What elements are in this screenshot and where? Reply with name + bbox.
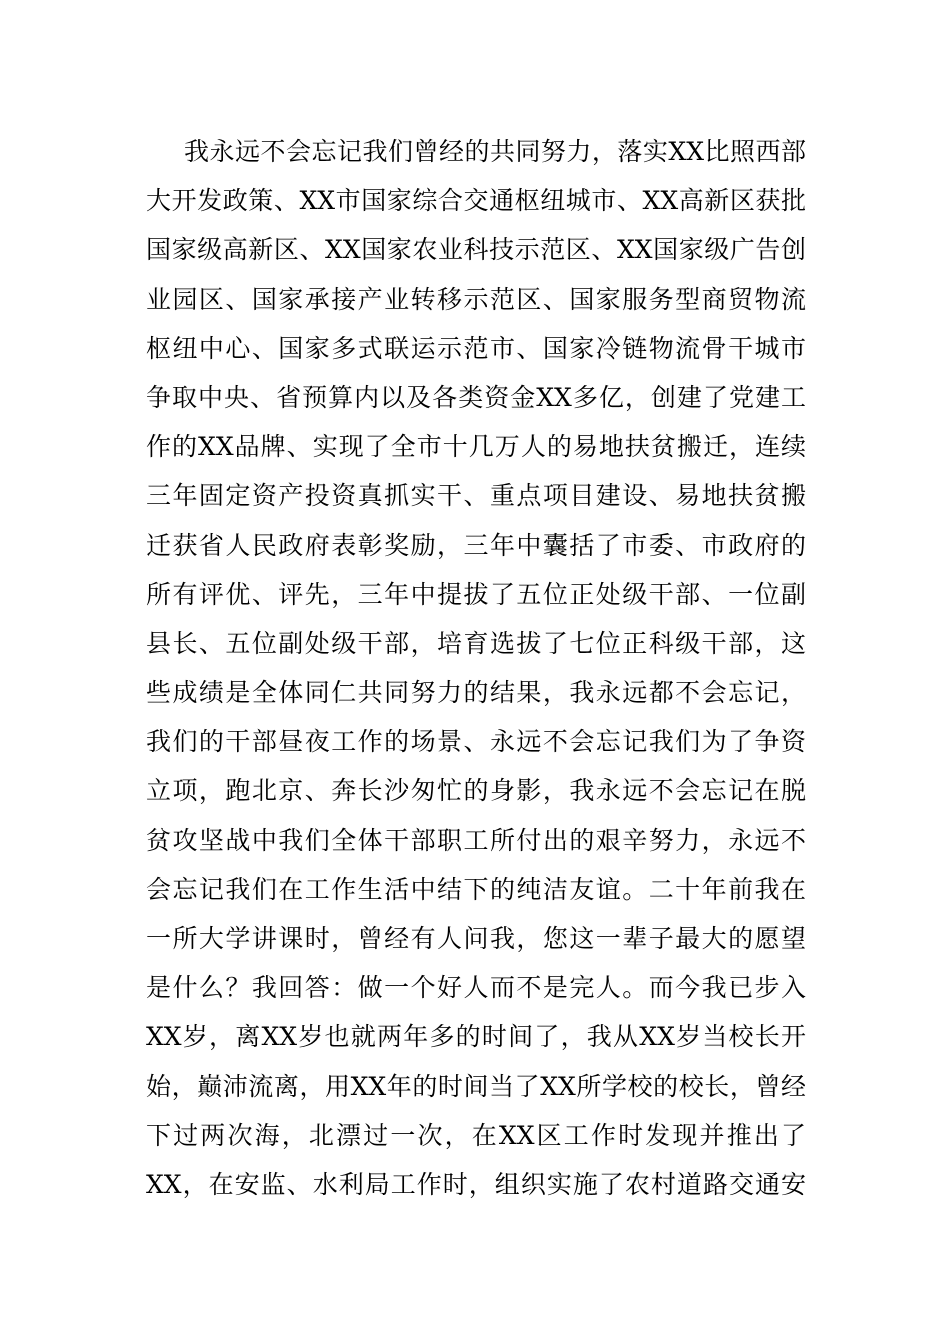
text-line-19: XX岁，离XX岁也就两年多的时间了，我从XX岁当校长开 [146, 1022, 806, 1052]
text-line-5: 枢纽中心、国家多式联运示范市、国家冷链物流骨干城市 [146, 333, 806, 363]
body-paragraph [146, 127, 806, 1209]
text-line-21: 下过两次海，北漂过一次，在XX区工作时发现并推出了 [146, 1120, 806, 1150]
text-line-9: 迁获省人民政府表彰奖励，三年中囊括了市委、市政府的 [146, 530, 806, 560]
text-line-8: 三年固定资产投资真抓实干、重点项目建设、易地扶贫搬 [146, 481, 806, 511]
text-line-10: 所有评优、评先，三年中提拔了五位正处级干部、一位副 [146, 579, 806, 609]
text-line-12: 些成绩是全体同仁共同努力的结果，我永远都不会忘记， [146, 678, 806, 708]
text-line-7: 作的XX品牌、实现了全市十几万人的易地扶贫搬迁，连续 [146, 432, 806, 462]
text-line-22: XX，在安监、水利局工作时，组织实施了农村道路交通安 [146, 1169, 806, 1199]
text-line-15: 贫攻坚战中我们全体干部职工所付出的艰辛努力，永远不 [146, 825, 806, 855]
text-line-16: 会忘记我们在工作生活中结下的纯洁友谊。二十年前我在 [146, 874, 806, 904]
text-line-14: 立项，跑北京、奔长沙匆忙的身影，我永远不会忘记在脱 [146, 776, 806, 806]
text-line-2: 大开发政策、XX市国家综合交通枢纽城市、XX高新区获批 [146, 186, 806, 216]
text-line-3: 国家级高新区、XX国家农业科技示范区、XX国家级广告创 [146, 235, 806, 265]
text-line-4: 业园区、国家承接产业转移示范区、国家服务型商贸物流 [146, 284, 806, 314]
text-line-13: 我们的干部昼夜工作的场景、永远不会忘记我们为了争资 [146, 727, 806, 757]
text-line-18: 是什么？我回答：做一个好人而不是完人。而今我已步入 [146, 973, 806, 1003]
text-line-17: 一所大学讲课时，曾经有人问我，您这一辈子最大的愿望 [146, 924, 806, 953]
text-line-20: 始，巅沛流离，用XX年的时间当了XX所学校的校长，曾经 [146, 1071, 806, 1101]
text-line-6: 争取中央、省预算内以及各类资金XX多亿，创建了党建工 [146, 382, 806, 412]
text-line-1: 我永远不会忘记我们曾经的共同努力，落实XX比照西部 [184, 137, 806, 166]
text-line-11: 县长、五位副处级干部，培育选拔了七位正科级干部，这 [146, 628, 806, 658]
